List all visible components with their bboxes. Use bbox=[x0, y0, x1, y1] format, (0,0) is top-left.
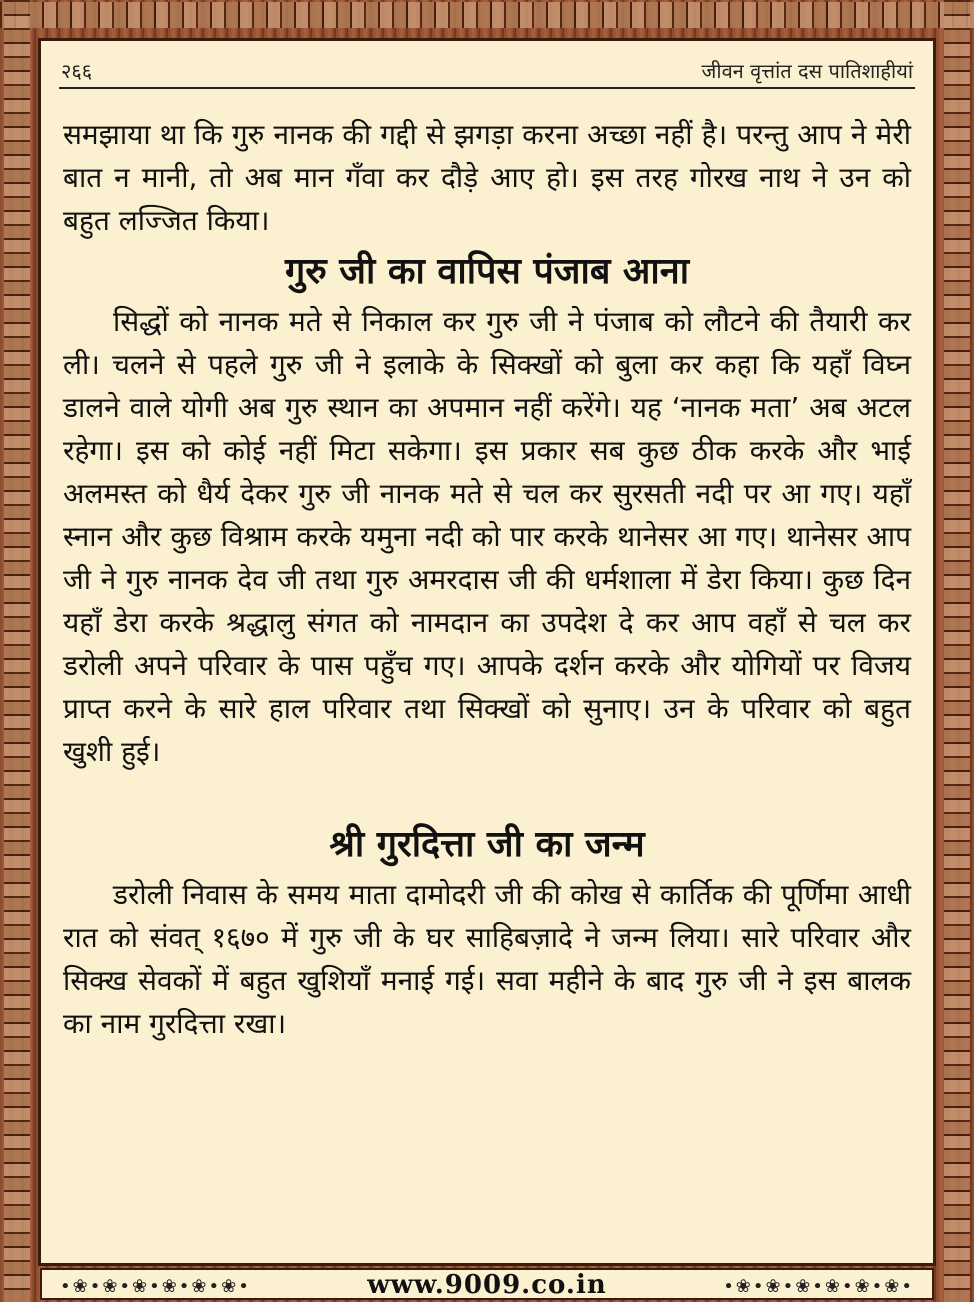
page-body bbox=[63, 113, 911, 1045]
intro-paragraph: समझाया था कि गुरु नानक की गद्दी से झगड़ा करना अच्छा नहीं है। परन्तु आप ने मेरी बात न मानी, तो अब मान गँवा कर दौड़े आए हो। इस तरह गोरख नाथ ने उन को बहुत लज्जित किया। bbox=[63, 118, 911, 237]
footer-ornament-left: •❀•❀•❀•❀•❀•❀• bbox=[60, 1276, 251, 1297]
page-content-area bbox=[38, 38, 936, 1266]
section-paragraph-gurditta-birth: डरोली निवास के समय माता दामोदरी जी की कोख से कार्तिक की पूर्णिमा आधी रात को संवत् १६७० में गुरु जी के घर साहिबज़ादे ने जन्म लिया। सारे परिवार और सिक्ख सेवकों में बहुत खुशियाँ मनाई गई। सवा महीने के बाद गुरु जी ने इस बालक का नाम गुरदित्ता रखा। bbox=[63, 878, 911, 1040]
book-title: जीवन वृत्तांत दस पातिशाहीयां bbox=[701, 59, 913, 83]
section-heading-gurditta-birth: श्री गुरदित्ता जी का जन्म bbox=[329, 824, 645, 865]
footer-ornament-right: •❀•❀•❀•❀•❀•❀• bbox=[723, 1276, 914, 1297]
page-header bbox=[59, 47, 915, 89]
section-paragraph-return-to-punjab: सिद्धों को नानक मते से निकाल कर गुरु जी ने पंजाब को लौटने की तैयारी कर ली। चलने से पहले गुरु जी ने इलाके के सिक्खों को बुला कर कहा कि यहाँ विघ्न डालने वाले योगी अब गुरु स्थान का अपमान नहीं करेंगे। यह ‘नानक मता’ अब अटल रहेगा। इस को कोई नहीं मिटा सकेगा। इस प्रकार सब कुछ ठीक करके और भाई अलमस्त को धैर्य देकर गुरु जी नानक मते से चल कर सुरसती नदी पर आ गए। यहाँ स्नान और कुछ विश्राम करके यमुना नदी को पार करके थानेसर आ गए। थानेसर आप जी ने गुरु नानक देव जी तथा गुरु अमरदास जी की धर्मशाला में डेरा किया। कुछ दिन यहाँ डेरा करके श्रद्धालु संगत को नामदान का उपदेश दे कर आप वहाँ से चल कर डरोली अपने परिवार के पास पहुँच गए। आपके दर्शन करके और योगियों पर विजय प्राप्त करने के सारे हाल परिवार तथा सिक्खों को सुनाए। उन के परिवार को बहुत खुशी हुई। bbox=[63, 305, 912, 768]
page-number: २६६ bbox=[61, 59, 93, 83]
border-ornament-right bbox=[944, 0, 970, 1302]
border-ornament-top bbox=[0, 2, 974, 28]
section-heading-return-to-punjab: गुरु जी का वापिस पंजाब आना bbox=[284, 251, 690, 292]
border-ornament-left bbox=[4, 0, 30, 1302]
website-link[interactable]: www.9009.co.in bbox=[367, 1270, 607, 1300]
